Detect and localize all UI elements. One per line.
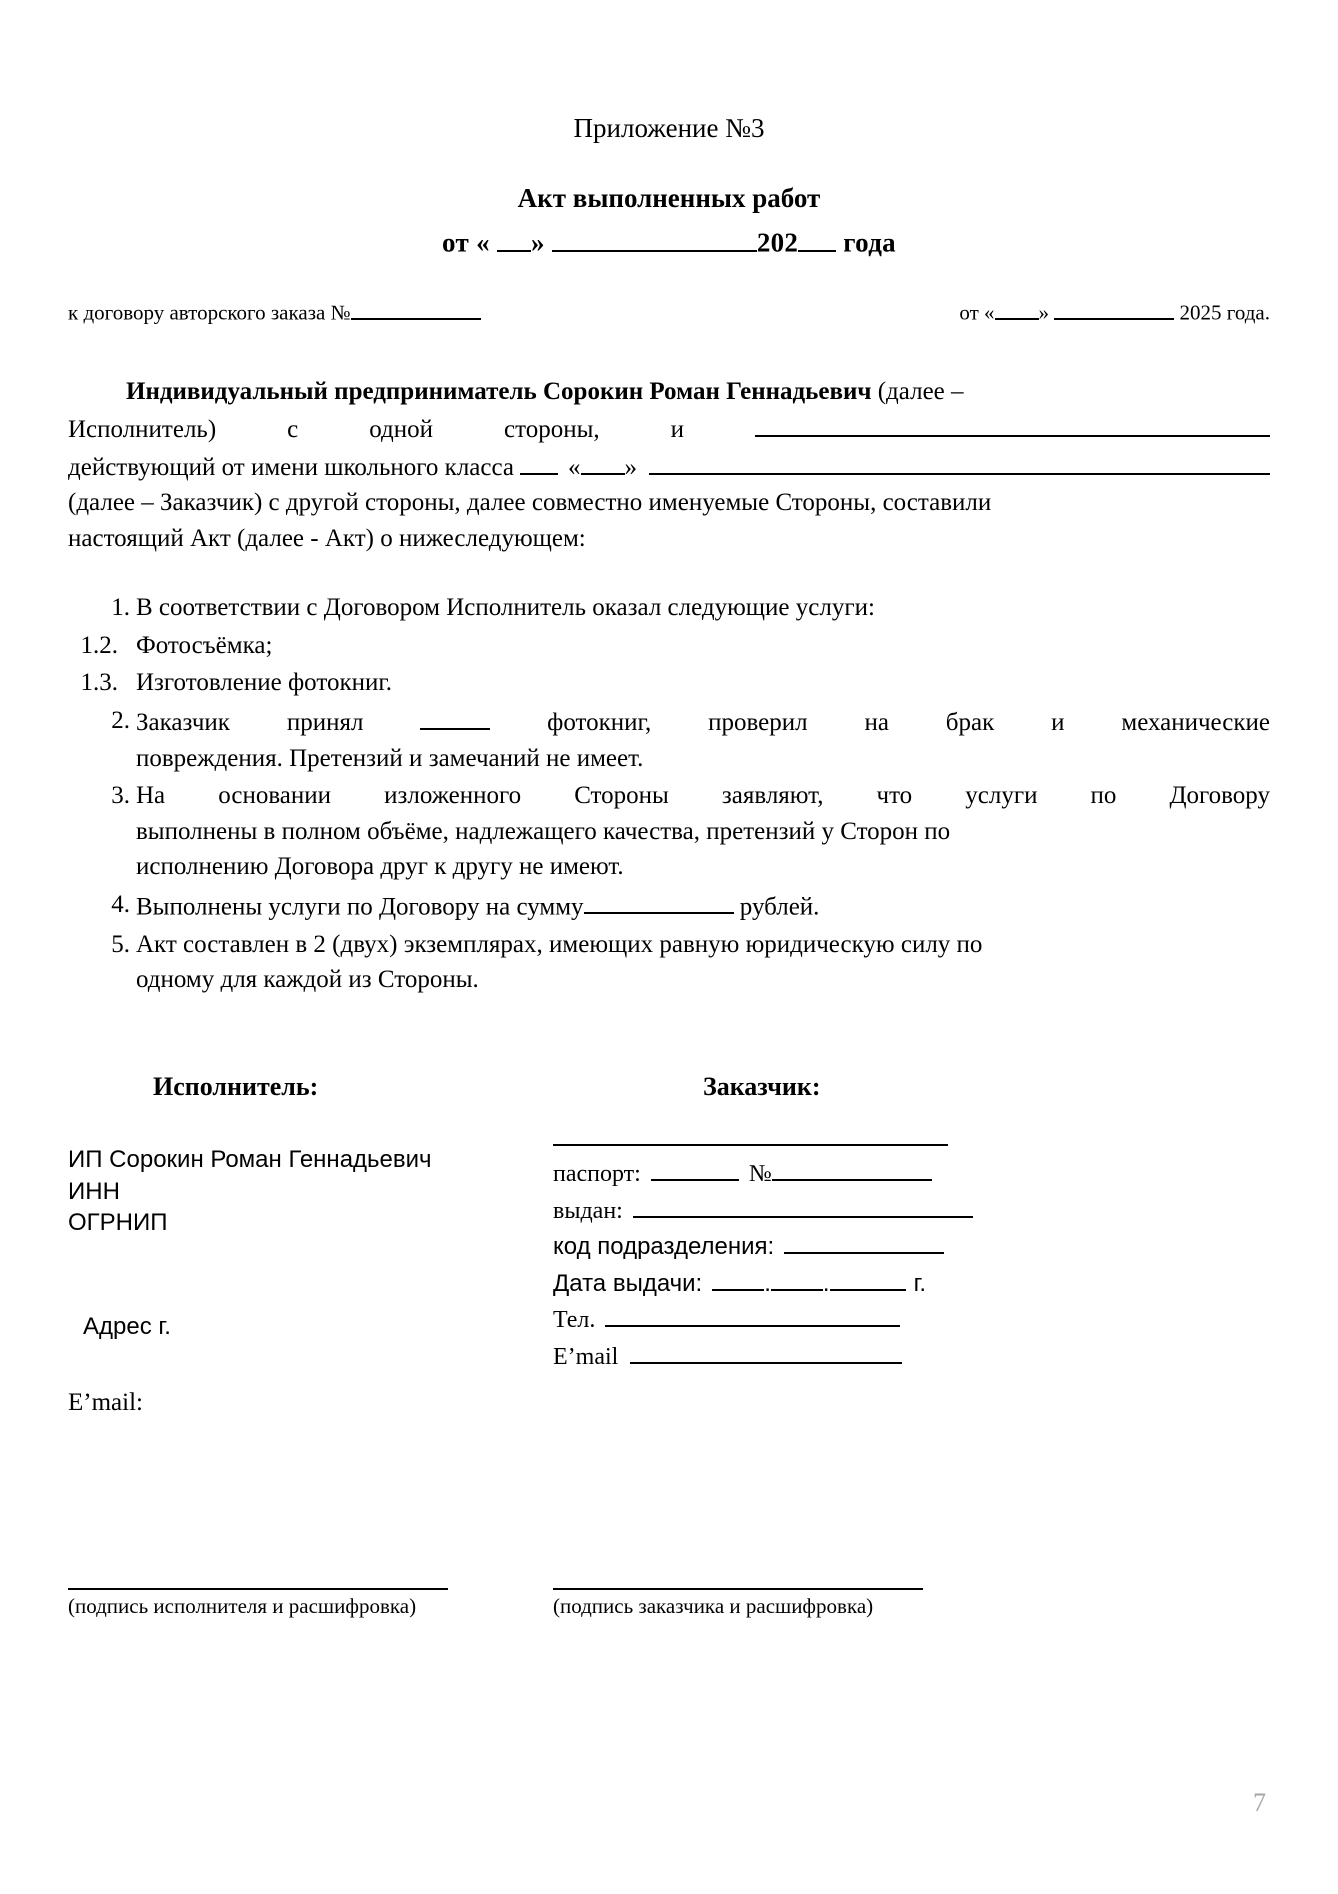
document-date-line <box>68 222 1270 260</box>
date-day-blank[interactable] <box>497 222 531 252</box>
clause-2-word-b: принял <box>286 709 364 737</box>
clause-item-1 <box>68 590 1270 626</box>
clause-5-line-2: одному для каждой из Стороны. <box>136 966 479 994</box>
intro-line-3 <box>68 447 1270 485</box>
clause-item-3 <box>68 778 1270 885</box>
clause-3-word-g: услуги <box>965 782 1038 810</box>
customer-email-row <box>553 1338 1253 1375</box>
class-number-blank[interactable] <box>520 447 558 475</box>
clause-number-1-2: 1.2. <box>80 631 118 659</box>
executor-signature-caption: (подпись исполнителя и расшифровка) <box>68 1594 417 1618</box>
intro-line-1 <box>68 374 1270 410</box>
clause-text-2 <box>136 703 1270 777</box>
passport-series-blank[interactable] <box>651 1155 739 1181</box>
customer-email-blank[interactable] <box>630 1338 902 1364</box>
executor-heading: Исполнитель: <box>153 1071 319 1101</box>
clause-item-1-3 <box>68 665 1270 701</box>
intro-word-odnoy: одной <box>369 415 434 443</box>
clause-number-3: 3. <box>111 782 130 810</box>
date-month-blank[interactable] <box>552 222 757 252</box>
customer-signature-caption: (подпись заказчика и расшифровка) <box>553 1594 874 1618</box>
clause-2-word-c: фотокниг, <box>547 709 652 737</box>
clause-2-word-e: на <box>864 709 889 737</box>
phone-blank[interactable] <box>605 1301 900 1327</box>
clause-3-word-b: основании <box>218 782 332 810</box>
intro-line-5: настоящий Акт (далее - Акт) о нижеследующем: <box>68 524 586 552</box>
clause-text-3 <box>136 778 1270 885</box>
clause-text-1-3: Изготовление фотокниг. <box>136 669 393 697</box>
document-title: Акт выполненных работ <box>517 183 821 214</box>
passport-label: паспорт: <box>553 1161 641 1188</box>
executor-signature-line[interactable] <box>68 1588 448 1590</box>
customer-division-code-row <box>553 1228 1253 1265</box>
intro-after-lead: (далее – <box>877 377 964 405</box>
clause-2-word-d: проверил <box>708 709 808 737</box>
clause-item-2 <box>68 703 1270 777</box>
issue-day-blank[interactable] <box>712 1264 764 1290</box>
date-year-prefix: 202 <box>756 227 799 258</box>
clause-2-word-f: брак <box>945 709 995 737</box>
clause-4-text-after: рублей. <box>739 893 820 921</box>
division-code-blank[interactable] <box>784 1228 944 1254</box>
clause-number-1: 1. <box>111 594 130 622</box>
clause-number-4: 4. <box>111 890 130 918</box>
customer-issued-row <box>553 1191 1253 1228</box>
clause-text-1: В соответствии с Договором Исполнитель оказал следующие услуги: <box>136 594 875 622</box>
customer-phone-row <box>553 1301 1253 1338</box>
customer-issue-date-row <box>553 1264 1253 1301</box>
issue-year-blank[interactable] <box>830 1264 906 1290</box>
executor-address: Адрес г. <box>83 1312 171 1340</box>
photobook-count-blank[interactable] <box>420 703 490 731</box>
executor-full-name: Индивидуальный предприниматель Сорокин Роман Геннадьевич <box>126 377 872 405</box>
clause-text-5 <box>136 927 1270 998</box>
executor-signature-block <box>68 1588 553 1619</box>
clause-text-1-2: Фотосъёмка; <box>136 631 273 659</box>
issue-date-sep-2: . <box>822 1269 830 1297</box>
executor-ogrnip: ОГРНИП <box>68 1209 168 1237</box>
contract-quote-close: » <box>1038 300 1049 325</box>
customer-email-label: E’mail <box>553 1344 619 1371</box>
appendix-title: Приложение №3 <box>573 113 765 143</box>
clause-2-word-a: Заказчик <box>136 709 230 737</box>
customer-details <box>553 1144 1253 1417</box>
class-quote-open: « <box>568 453 581 481</box>
clause-2-word-g: и <box>1051 709 1065 737</box>
customer-passport-row <box>553 1155 1253 1192</box>
clause-2-line-2: повреждения. Претензий и замечаний не имеет. <box>136 744 644 772</box>
intro-word-storony: стороны, <box>504 415 600 443</box>
total-amount-blank[interactable] <box>584 887 734 915</box>
clause-3-word-a: На <box>136 782 166 810</box>
date-year-blank[interactable] <box>798 222 836 252</box>
contract-day-blank[interactable] <box>995 296 1039 319</box>
intro-word-s: с <box>287 415 299 443</box>
signature-details <box>68 1144 1270 1417</box>
contract-number-blank[interactable] <box>351 296 481 319</box>
clause-2-line-1 <box>136 703 1270 741</box>
customer-name-blank[interactable] <box>755 409 1270 437</box>
executor-inn: ИНН <box>68 1177 120 1205</box>
contract-reference-label: к договору авторского заказа № <box>68 300 351 325</box>
executor-details <box>68 1144 553 1417</box>
contract-reference-row <box>68 296 1270 325</box>
intro-line-4: (далее – Заказчик) с другой стороны, далее совместно именуемые Стороны, составили <box>68 489 992 517</box>
clause-3-line-3: исполнению Договора друг к другу не имеют. <box>136 853 624 881</box>
document-content <box>68 0 1270 1417</box>
clause-item-5 <box>68 927 1270 998</box>
class-quote-close: » <box>624 453 637 481</box>
issue-date-suffix: г. <box>913 1269 927 1297</box>
clause-text-4 <box>136 887 1270 925</box>
customer-signature-block <box>553 1588 923 1619</box>
contract-month-blank[interactable] <box>1054 296 1174 319</box>
intro-paragraph <box>68 374 1270 557</box>
clause-3-word-h: по <box>1090 782 1117 810</box>
intro-word-executor: Исполнитель) <box>68 415 217 443</box>
contract-year: 2025 года. <box>1179 300 1270 325</box>
executor-name: ИП Сорокин Роман Геннадьевич <box>68 1145 432 1173</box>
issue-date-label: Дата выдачи: <box>553 1269 703 1297</box>
clause-number-2: 2. <box>111 706 130 734</box>
clause-3-line-2: выполнены в полном объёме, надлежащего качества, претензий у Сторон по <box>136 817 951 845</box>
clause-list <box>68 590 1270 998</box>
issued-by-blank[interactable] <box>633 1191 973 1217</box>
issue-date-sep-1: . <box>764 1269 771 1297</box>
clause-3-word-f: что <box>876 782 913 810</box>
passport-number-sign: № <box>748 1161 772 1188</box>
customer-name-blank[interactable] <box>553 1144 948 1146</box>
clause-3-word-e: заявляют, <box>721 782 824 810</box>
issue-month-blank[interactable] <box>771 1264 823 1290</box>
contract-reference-right <box>959 296 1270 325</box>
signature-headings <box>68 1072 1270 1102</box>
intro-acting-on-behalf: действующий от имени школьного класса <box>68 453 514 481</box>
intro-word-i: и <box>670 415 684 443</box>
clause-number-1-3: 1.3. <box>80 669 118 697</box>
clause-item-1-2 <box>68 628 1270 664</box>
clause-5-line-1: Акт составлен в 2 (двух) экземплярах, имеющих равную юридическую силу по <box>136 930 983 958</box>
clause-3-line-1 <box>136 778 1270 814</box>
date-suffix: года <box>843 227 896 258</box>
clause-3-word-i: Договору <box>1169 782 1270 810</box>
clause-number-5: 5. <box>111 930 130 958</box>
date-quote-close: » <box>530 227 545 258</box>
issued-label: выдан: <box>553 1197 623 1224</box>
clause-4-text-before: Выполнены услуги по Договору на сумму <box>136 893 584 921</box>
class-letter-blank[interactable] <box>581 447 625 475</box>
school-name-blank[interactable] <box>649 447 1270 475</box>
phone-label: Тел. <box>553 1307 596 1334</box>
customer-heading: Заказчик: <box>703 1071 821 1101</box>
contract-date-prefix: от « <box>959 300 995 325</box>
contract-reference-left <box>68 296 481 325</box>
clause-3-word-d: Стороны <box>574 782 669 810</box>
signature-captions <box>68 1588 1270 1619</box>
passport-number-blank[interactable] <box>772 1155 932 1181</box>
clause-3-word-c: изложенного <box>384 782 522 810</box>
clause-2-word-h: механические <box>1121 709 1270 737</box>
division-code-label: код подразделения: <box>553 1233 775 1261</box>
page-number: 7 <box>1253 1788 1266 1817</box>
executor-email: E’mail: <box>68 1388 143 1416</box>
customer-signature-line[interactable] <box>553 1588 923 1590</box>
intro-line-2 <box>68 409 1270 447</box>
date-prefix: от « <box>442 227 490 258</box>
clause-item-4 <box>68 887 1270 925</box>
